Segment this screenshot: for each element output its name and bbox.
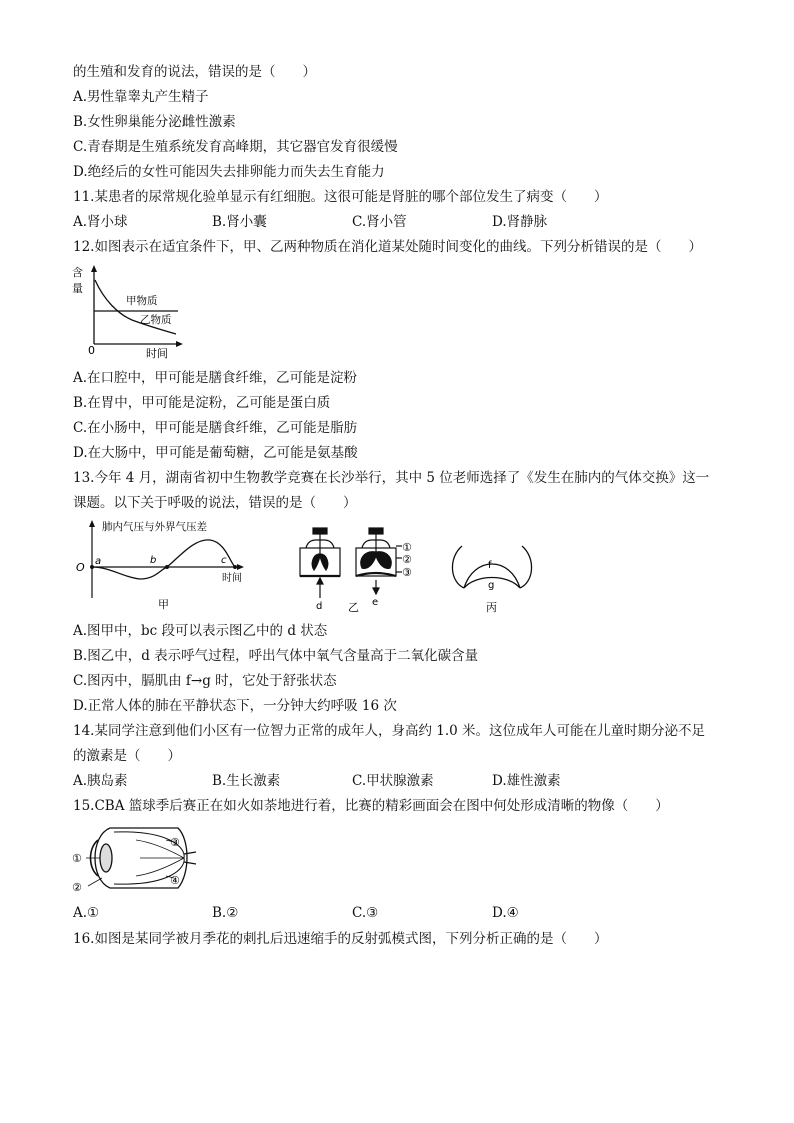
q10-option-b: B.女性卵巢能分泌雌性激素 xyxy=(73,114,236,130)
q15-lens xyxy=(100,844,112,872)
q15-optic-nerve xyxy=(184,852,196,864)
q15-option-d: D.④ xyxy=(492,905,519,921)
q13-jia-y-arrow xyxy=(89,520,95,527)
q13-jia-origin: O xyxy=(76,561,85,574)
q13-yi-label-d: d xyxy=(316,601,323,612)
q14-stem-line-2: 的激素是（ ） xyxy=(73,748,181,764)
q12-option-a: A.在口腔中，甲可能是膳食纤维，乙可能是淀粉 xyxy=(73,370,358,386)
q12-ylabel-1: 含 xyxy=(72,266,83,279)
q13-stem-line-2: 课题。以下关于呼吸的说法，错误的是（ ） xyxy=(73,495,357,511)
q15-label-2: ② xyxy=(72,881,82,894)
q13-option-c: C.图丙中，膈肌由 f→g 时，它处于舒张状态 xyxy=(73,673,337,689)
q13-jia-c: c xyxy=(221,555,227,566)
q12-label-jia: 甲物质 xyxy=(126,295,158,307)
q15-option-c: C.③ xyxy=(352,905,379,921)
q13-jia-a: a xyxy=(95,556,102,567)
q13-yi-model-right xyxy=(356,528,402,594)
q14-option-c: C.甲状腺激素 xyxy=(352,773,434,789)
q13-jia-caption: 甲 xyxy=(158,598,169,611)
q12-stem: 12.如图表示在适宜条件下，甲、乙两种物质在消化道某处随时间变化的曲线。下列分析错误的是（ ） xyxy=(73,239,702,255)
q16-stem: 16.如图是某同学被月季花的刺扎后迅速缩手的反射弧模式图，下列分析正确的是（ ） xyxy=(73,931,608,947)
q13-yi-model-left xyxy=(300,528,340,598)
q13-option-d: D.正常人体的肺在平静状态下，一分钟大约呼吸 16 次 xyxy=(73,698,397,714)
q13-jia-title: 肺内气压与外界气压差 xyxy=(102,521,207,533)
q15-label-3: ③ xyxy=(170,836,180,849)
q10-option-a: A.男性靠睾丸产生精子 xyxy=(73,89,209,105)
q14-option-b: B.生长激素 xyxy=(212,773,281,789)
q15-option-a: A.① xyxy=(73,905,100,921)
q13-yi-label-e: e xyxy=(372,597,379,608)
q13-yi-caption: 乙 xyxy=(348,601,359,614)
q11-option-b: B.肾小囊 xyxy=(212,214,267,230)
q13-jia-xlabel: 时间 xyxy=(222,573,242,584)
q12-y-arrow xyxy=(91,265,97,272)
q13-figure xyxy=(70,516,540,616)
q14-stem-line-1: 14.某同学注意到他们小区有一位智力正常的成年人，身高约 1.0 米。这位成年人可能在儿童时期分泌不足 xyxy=(73,723,706,739)
q12-option-b: B.在胃中，甲可能是淀粉，乙可能是蛋白质 xyxy=(73,395,331,411)
q13-yi-label-3: ③ xyxy=(402,566,412,579)
q12-figure xyxy=(70,262,190,362)
q14-option-d: D.雄性激素 xyxy=(492,773,561,789)
q13-bing-label-f: f xyxy=(488,560,492,571)
q13-jia-curve xyxy=(92,540,235,579)
q11-option-c: C.肾小管 xyxy=(352,214,407,230)
q13-jia-point-c xyxy=(233,565,237,569)
q13-stem-line-1: 13.今年 4 月，湖南省初中生物教学竞赛在长沙举行，其中 5 位老师选择了《发生在肺内的气体交换》这一 xyxy=(73,470,710,486)
q11-option-d: D.肾静脉 xyxy=(492,214,548,230)
q10-option-d: D.绝经后的女性可能因失去排卵能力而失去生育能力 xyxy=(73,164,385,180)
q13-jia-point-a xyxy=(90,565,94,569)
q13-bing-label-g: g xyxy=(488,580,495,591)
q15-eye-figure xyxy=(70,818,200,900)
q15-stem: 15.CBA 篮球季后赛正在如火如荼地进行着，比赛的精彩画面会在图中何处形成清晰的物像（ ） xyxy=(73,798,669,814)
q14-option-a: A.胰岛素 xyxy=(73,773,128,789)
q10-option-c: C.青春期是生殖系统发育高峰期，其它器官发育很缓慢 xyxy=(73,139,398,155)
q13-jia-b: b xyxy=(150,555,157,566)
q15-option-b: B.② xyxy=(212,905,239,921)
q10-stem: 的生殖和发育的说法，错误的是（ ） xyxy=(73,64,316,80)
q13-option-a: A.图甲中，bc 段可以表示图乙中的 d 状态 xyxy=(73,623,328,639)
q12-x-arrow xyxy=(176,341,183,347)
q12-option-c: C.在小肠中，甲可能是膳食纤维，乙可能是脂肪 xyxy=(73,420,358,436)
q13-yi-label-1: ① xyxy=(402,541,412,554)
q13-yi-label-2: ② xyxy=(402,553,412,566)
q12-label-yi: 乙物质 xyxy=(140,314,172,326)
q12-origin: 0 xyxy=(88,344,95,357)
q13-bing-caption: 丙 xyxy=(486,601,497,614)
q15-label-1: ① xyxy=(72,852,82,865)
q15-label-4: ④ xyxy=(170,874,180,887)
q13-jia-x-arrow xyxy=(237,564,244,570)
q13-jia-point-b xyxy=(165,565,169,569)
q12-xlabel: 时间 xyxy=(146,347,168,360)
q11-option-a: A.肾小球 xyxy=(73,214,128,230)
q13-option-b: B.图乙中，d 表示呼气过程，呼出气体中氧气含量高于二氧化碳含量 xyxy=(73,648,479,664)
q11-stem: 11.某患者的尿常规化验单显示有红细胞。这很可能是肾脏的哪个部位发生了病变（ ） xyxy=(73,189,608,205)
q12-option-d: D.在大肠中，甲可能是葡萄糖，乙可能是氨基酸 xyxy=(73,445,358,461)
q12-ylabel-2: 量 xyxy=(72,282,83,295)
